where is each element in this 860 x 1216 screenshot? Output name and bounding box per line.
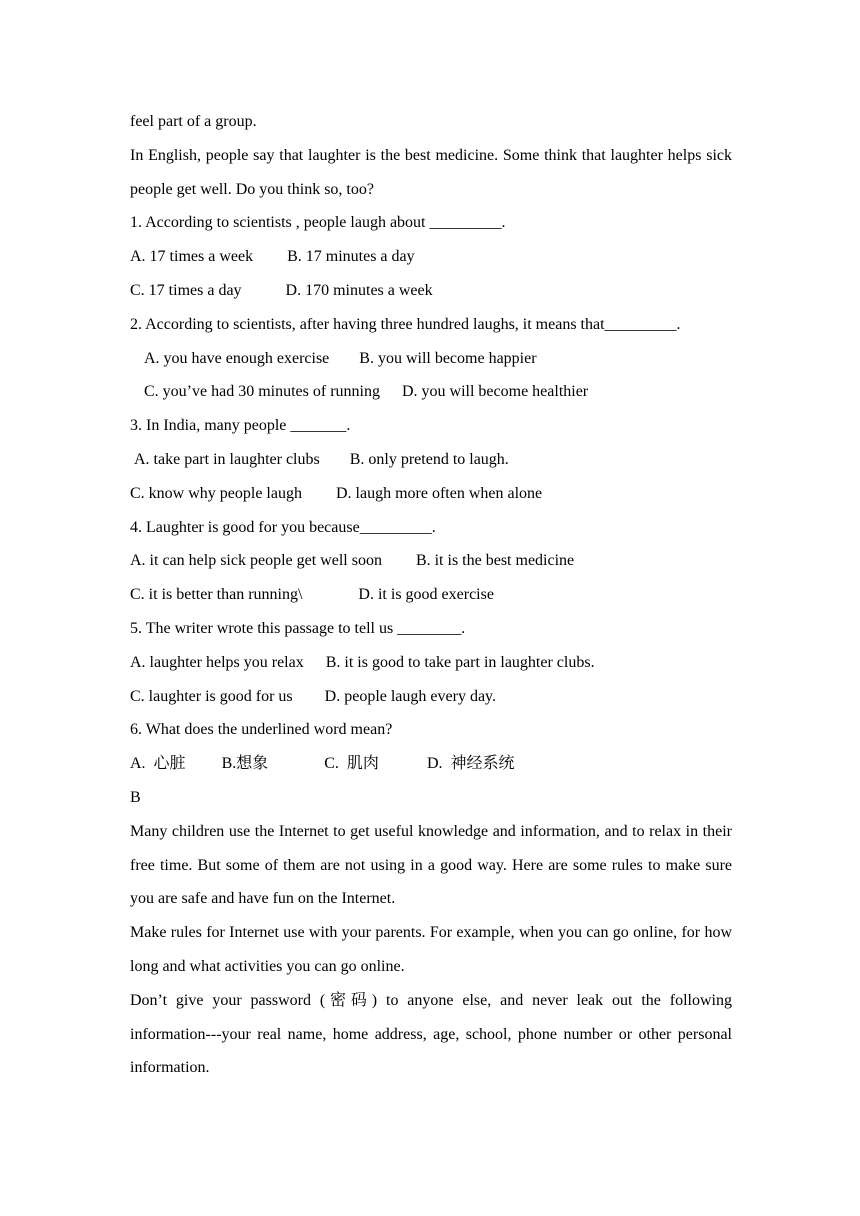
option-b: B. it is good to take part in laughter clubs.: [325, 653, 595, 671]
option-d: D. 神经系统: [426, 755, 515, 773]
option-d: D. people laugh every day.: [324, 687, 496, 705]
option-c: C. know why people laugh: [130, 484, 302, 502]
option-b: B. 17 minutes a day: [287, 248, 415, 266]
options-row: [130, 342, 732, 376]
passage-b-paragraph: Many children use the Internet to get useful knowledge and information, and to relax in their free time. But some of them are not using in a good way. Here are some rules to make sure you are safe and have fun on the Internet.: [130, 822, 732, 908]
option-a: A. laughter helps you relax: [130, 653, 304, 671]
passage-b-paragraph: Don’t give your password (密码) to anyone else, and never leak out the following information---your real name, home address, age, school, phone number or other personal information.: [130, 991, 732, 1077]
option-c: C. it is better than running\: [130, 586, 303, 604]
section-label-b: B: [130, 788, 141, 806]
question-4: 4. Laughter is good for you because_________.: [130, 518, 436, 536]
options-row: [130, 747, 732, 781]
option-b: B.想象: [221, 755, 269, 773]
options-row: [130, 443, 732, 477]
question-1: 1. According to scientists , people laugh about _________.: [130, 214, 506, 232]
option-b: B. only pretend to laugh.: [349, 450, 509, 468]
question-6: 6. What does the underlined word mean?: [130, 721, 393, 739]
intro-line: feel part of a group.: [130, 113, 257, 130]
options-row: [130, 375, 732, 409]
option-b: B. you will become happier: [359, 349, 537, 367]
option-c: C. laughter is good for us: [130, 687, 293, 705]
option-d: D. laugh more often when alone: [335, 484, 543, 502]
option-b: B. it is the best medicine: [415, 552, 575, 570]
question-5: 5. The writer wrote this passage to tell us ________.: [130, 619, 466, 637]
options-row: [130, 646, 732, 680]
option-d: D. it is good exercise: [358, 586, 494, 604]
options-row: [130, 578, 732, 612]
option-a: A. it can help sick people get well soon: [130, 552, 382, 570]
option-c: C. you’ve had 30 minutes of running: [144, 383, 380, 401]
option-a: A. you have enough exercise: [144, 349, 330, 367]
option-c: C. 肌肉: [324, 755, 379, 773]
passage-b-paragraph: Make rules for Internet use with your parents. For example, when you can go online, for how long and what activities you can go online.: [130, 924, 732, 975]
options-row: [130, 544, 732, 578]
option-a: A. 17 times a week: [130, 248, 254, 266]
option-d: D. 170 minutes a week: [285, 281, 433, 299]
options-row: [130, 240, 732, 274]
question-3: 3. In India, many people _______.: [130, 417, 351, 435]
options-row: [130, 680, 732, 714]
option-c: C. 17 times a day: [130, 281, 242, 299]
question-2: 2. According to scientists, after having three hundred laughs, it means that_________.: [130, 315, 681, 333]
options-row: [130, 274, 732, 308]
paragraph-laughter-medicine: In English, people say that laughter is the best medicine. Some think that laughter helps sick people get well. Do you think so, too?: [130, 146, 732, 198]
options-row: [130, 477, 732, 511]
option-a: A. 心脏: [130, 755, 186, 773]
option-a: A. take part in laughter clubs: [134, 450, 320, 468]
document-body: [130, 105, 732, 1085]
option-d: D. you will become healthier: [401, 383, 589, 401]
